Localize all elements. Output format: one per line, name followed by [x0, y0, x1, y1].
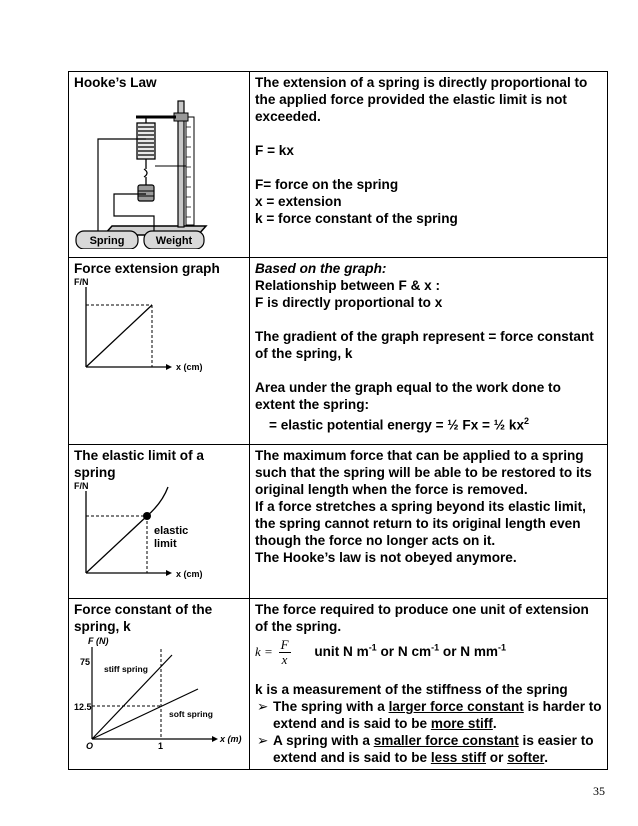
point-label-limit: limit	[154, 538, 177, 550]
point-label-elastic: elastic	[154, 525, 189, 537]
soft-spring-label: soft spring	[169, 709, 213, 719]
x-axis-label: x (cm)	[176, 362, 203, 372]
unit-alt-1: or N cm	[376, 644, 432, 660]
energy-text: = elastic potential energy = ½ Fx = ½ kx	[269, 417, 525, 433]
formula-denominator: x	[281, 652, 288, 667]
unit-alt-2: or N mm	[439, 644, 499, 660]
formula-fraction	[279, 638, 291, 667]
graph-heading: Based on the graph:	[255, 261, 387, 276]
variable-k: k = force constant of the spring	[255, 211, 458, 226]
x-axis-label: x (cm)	[176, 569, 203, 579]
notes-table	[68, 71, 608, 770]
hookes-law-equation: F = kx	[255, 143, 294, 158]
relationship-line: Relationship between F & x :	[255, 278, 441, 293]
topic-title: Hooke’s Law	[74, 75, 157, 90]
variable-f: F= force on the spring	[255, 177, 399, 192]
content-cell	[250, 599, 608, 770]
proportional-line: F is directly proportional to x	[255, 295, 443, 310]
formula-lhs: k =	[255, 644, 273, 660]
spring-label: Spring	[89, 235, 125, 247]
energy-exponent: 2	[524, 416, 530, 426]
content-cell	[250, 258, 608, 445]
arrow-bullet-icon: ➢	[257, 733, 269, 748]
topic-title: The elastic limit of a spring	[74, 448, 204, 480]
hooke-not-obeyed: The Hooke’s law is not obeyed anymore.	[255, 550, 517, 565]
row-elastic-limit	[69, 445, 608, 599]
weight-label-box	[144, 231, 204, 249]
unit-exponent: -1	[368, 642, 377, 653]
unit-text: unit N m	[314, 644, 369, 660]
x-tick-1: 1	[158, 741, 164, 751]
content-cell	[250, 445, 608, 599]
y-axis-label: F/N	[74, 481, 89, 491]
y-tick-12-5: 12.5	[74, 702, 92, 712]
elastic-limit-definition: The maximum force that can be applied to a spring such that the spring will be able to be restored to its original length when the force is removed.	[255, 448, 592, 497]
force-constant-formula	[255, 638, 602, 667]
gradient-line: The gradient of the graph represent = force constant of the spring, k	[255, 329, 594, 361]
stiffness-bullets	[255, 698, 602, 766]
origin-label: O	[86, 741, 94, 751]
topic-title: Force extension graph	[74, 261, 220, 276]
x-axis-arrow	[166, 570, 172, 576]
weight-label: Weight	[155, 235, 193, 247]
page-number: 35	[593, 784, 605, 798]
force-extension-graph	[74, 277, 244, 377]
row-force-constant	[69, 599, 608, 770]
weight-mass	[138, 177, 154, 201]
arrow-bullet-icon: ➢	[257, 699, 269, 714]
force-constant-definition: The force required to produce one unit of extension of the spring.	[255, 602, 589, 634]
elastic-limit-graph	[74, 481, 244, 581]
spring-label-box	[76, 231, 138, 249]
line-series	[86, 305, 152, 367]
y-axis-label: F/N	[74, 277, 89, 287]
y-axis-label: F (N)	[88, 636, 109, 646]
stiffness-comparison-graph	[74, 635, 244, 753]
hookes-law-apparatus-figure	[74, 91, 244, 249]
unit-exponent: -1	[431, 642, 440, 653]
nonlinear-region	[147, 487, 168, 516]
ruler	[186, 117, 194, 225]
topic-cell	[69, 258, 250, 445]
area-line: Area under the graph equal to the work done to extent the spring:	[255, 380, 561, 412]
energy-line	[255, 413, 602, 434]
stiff-spring-label: stiff spring	[104, 664, 148, 674]
topic-cell	[69, 599, 250, 770]
topic-cell	[69, 72, 250, 258]
hookes-law-definition: The extension of a spring is directly proportional to the applied force provided the elastic limit is not exceeded.	[255, 75, 588, 124]
unit-exponent: -1	[498, 642, 507, 653]
formula-numerator: F	[280, 637, 289, 652]
x-axis-label: x (m)	[220, 734, 242, 744]
content-cell	[250, 72, 608, 258]
beyond-limit-text: If a force stretches a spring beyond its elastic limit, the spring cannot return to its original length even though the force no longer acts on it.	[255, 499, 586, 548]
stiffness-summary: k is a measurement of the stiffness of the spring	[255, 682, 568, 697]
spring-coil	[137, 118, 155, 177]
clamp	[174, 113, 188, 121]
y-tick-75: 75	[80, 657, 91, 667]
topic-cell	[69, 445, 250, 599]
topic-title: Force constant of the spring, k	[74, 602, 213, 634]
row-hookes-law	[69, 72, 608, 258]
linear-region	[86, 516, 147, 573]
bullet-soft: ➢ A spring with a smaller force constant is easier to extend and is said to be less stiff or softer.	[257, 733, 594, 765]
x-axis-arrow	[166, 364, 172, 370]
x-axis-arrow	[212, 736, 218, 742]
bullet-stiff: ➢ The spring with a larger force constant is harder to extend and is said to be more stiff.	[257, 699, 602, 731]
variable-x: x = extension	[255, 194, 342, 209]
row-force-extension-graph	[69, 258, 608, 445]
